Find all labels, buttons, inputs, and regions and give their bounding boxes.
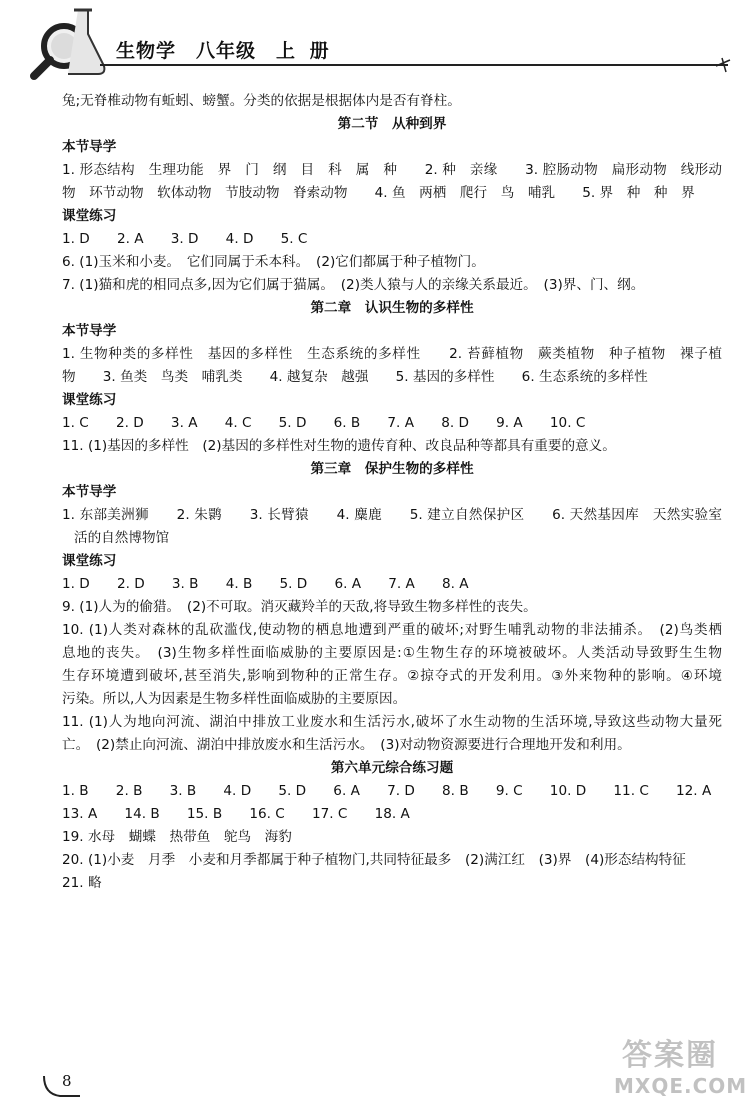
watermark (610, 1030, 748, 1102)
answer-line: 1. D 2. A 3. D 4. D 5. C (62, 231, 308, 247)
subsection-heading: 课堂练习 (62, 553, 117, 569)
answer-line: 1. D 2. D 3. B 4. B 5. D 6. A 7. A 8. A (62, 576, 469, 592)
watermark-bottom: MXQE.COM (614, 1074, 748, 1098)
answer-line: 1. 生物种类的多样性 基因的多样性 生态系统的多样性 2. 苔藓植物 蕨类植物 种子植物 裸子植 (62, 346, 722, 362)
page-header (0, 0, 750, 88)
answer-line: 1. C 2. D 3. A 4. C 5. D 6. B 7. A 8. D 9. A 10. C (62, 415, 586, 431)
answer-line: 1. B 2. B 3. B 4. D 5. D 6. A 7. D 8. B 9. C 10. D 11. C 12. A (62, 783, 712, 799)
section-title: 第三章 保护生物的多样性 (310, 461, 474, 477)
book-title: 生物学 八年级 上 册 (116, 40, 330, 62)
answer-line: 9. (1)人为的偷猎。 (2)不可取。消灭藏羚羊的天敌,将导致生物多样性的丧失。 (62, 599, 537, 615)
subsection-heading: 课堂练习 (62, 208, 117, 224)
answer-line: 兔;无脊椎动物有蚯蚓、螃蟹。分类的依据是根据体内是否有脊柱。 (62, 93, 461, 109)
answer-content (62, 90, 722, 895)
page-footer (40, 1072, 100, 1102)
answer-line: 活的自然博物馆 (74, 530, 170, 546)
subsection-heading: 本节导学 (62, 139, 117, 155)
answer-line: 20. (1)小麦 月季 小麦和月季都属于种子植物门,共同特征最多 (2)满江红 (3)界 (4)形态结构特征 (62, 852, 686, 868)
answer-line: 11. (1)人为地向河流、湖泊中排放工业废水和生活污水,破坏了水生动物的生活环境,导致这些动物大量死 (62, 714, 722, 730)
answer-line: 11. (1)基因的多样性 (2)基因的多样性对生物的遗传育种、改良品种等都具有重要的意义。 (62, 438, 616, 454)
magnifier-flask-icon (28, 4, 112, 82)
watermark-top: 答案圈 (622, 1038, 718, 1073)
section-title: 第二节 从种到界 (337, 116, 447, 132)
answer-line: 13. A 14. B 15. B 16. C 17. C 18. A (62, 806, 410, 822)
answer-line: 1. 形态结构 生理功能 界 门 纲 目 科 属 种 2. 种 亲缘 3. 腔肠动物 扁形动物 线形动 (62, 162, 722, 178)
header-rule (100, 64, 728, 66)
answer-line: 息地的丧失。 (3)生物多样性面临威胁的主要原因是:①生物生存的环境被破坏。人类活动导致野生生物 (62, 645, 722, 661)
answer-line: 19. 水母 蝴蝶 热带鱼 鸵鸟 海豹 (62, 829, 292, 845)
answer-line: 物 环节动物 软体动物 节肢动物 脊索动物 4. 鱼 两栖 爬行 鸟 哺乳 5. 界 种 种 界 (62, 185, 695, 201)
subsection-heading: 本节导学 (62, 323, 117, 339)
answer-line: 1. 东部美洲狮 2. 朱鹮 3. 长臂猿 4. 麋鹿 5. 建立自然保护区 6. 天然基因库 天然实验室 (62, 507, 722, 523)
answer-line: 6. (1)玉米和小麦。 它们同属于禾本科。 (2)它们都属于种子植物门。 (62, 254, 485, 270)
answer-line: 7. (1)猫和虎的相同点多,因为它们属于猫属。 (2)类人猿与人的亲缘关系最近。 (3)界、门、纲。 (62, 277, 645, 293)
answer-line: 亡。 (2)禁止向河流、湖泊中排放废水和生活污水。 (3)对动物资源要进行合理地开发和利用。 (62, 737, 631, 753)
rule-end-ornament-icon (714, 56, 732, 74)
section-title: 第六单元综合练习题 (330, 760, 454, 776)
answer-line: 21. 略 (62, 875, 102, 891)
section-title: 第二章 认识生物的多样性 (310, 300, 474, 316)
answer-line: 生存环境遭到破坏,甚至消失,影响到物种的正常生存。②掠夺式的开发利用。③外来物种的影响。④环境 (62, 668, 722, 684)
answer-line: 污染。所以,人为因素是生物多样性面临威胁的主要原因。 (62, 691, 407, 707)
answer-line: 物 3. 鱼类 鸟类 哺乳类 4. 越复杂 越强 5. 基因的多样性 6. 生态系统的多样性 (62, 369, 648, 385)
subsection-heading: 本节导学 (62, 484, 117, 500)
subsection-heading: 课堂练习 (62, 392, 117, 408)
answer-line: 10. (1)人类对森林的乱砍滥伐,使动物的栖息地遭到严重的破坏;对野生哺乳动物的非法捕杀。 (2)鸟类栖 (62, 622, 722, 638)
page-number: 8 (62, 1072, 72, 1090)
